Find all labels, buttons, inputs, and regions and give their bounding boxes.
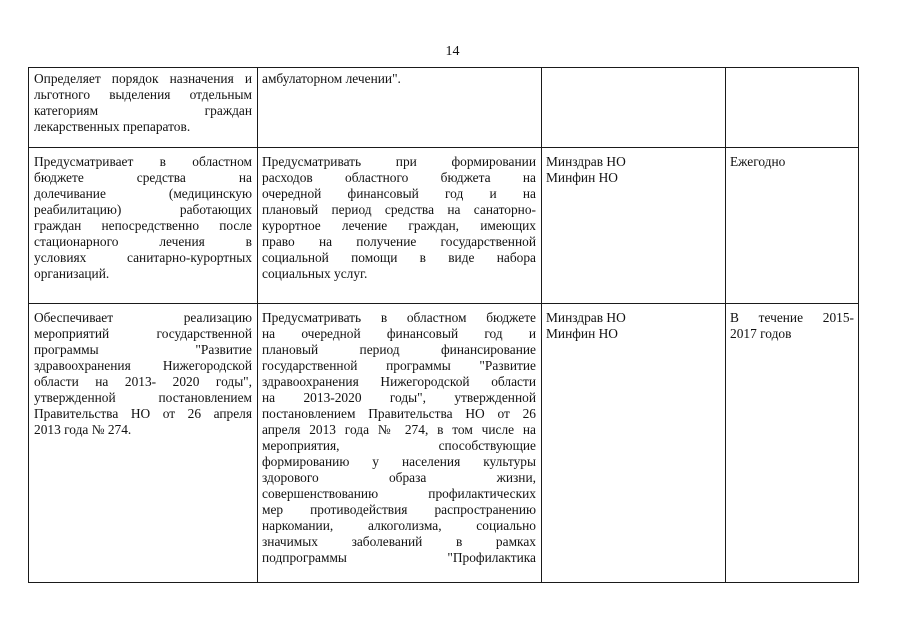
text-line: мероприятий государственной — [34, 326, 252, 341]
row3-term-cell — [730, 310, 854, 342]
text-line: здравоохранения Нижегородской — [34, 358, 252, 373]
column-divider — [725, 68, 726, 582]
row2-responsible-cell — [546, 154, 720, 186]
text-line: Предусматривать при формировании — [262, 154, 536, 169]
text-line: мер противодействия распространению — [262, 502, 536, 517]
text-line: плановый период средства на санаторно- — [262, 202, 536, 217]
text-line: Предусматривает в областном — [34, 154, 252, 169]
row2-term-cell — [730, 154, 854, 170]
text-line: значимых заболеваний в рамках — [262, 534, 536, 549]
text-line: социальных услуг. — [262, 266, 368, 281]
column-divider — [257, 68, 258, 582]
text-line: на очередной финансовый год и — [262, 326, 536, 341]
text-line: Правительства НО от 26 апреля — [34, 406, 252, 421]
text-line: бюджете средства на — [34, 170, 252, 185]
text-line: Минфин НО — [546, 170, 618, 185]
text-line: Минздрав НО — [546, 154, 626, 169]
row-divider — [29, 303, 858, 304]
page-number: 14 — [445, 44, 460, 59]
text-line: амбулаторном лечении". — [262, 71, 401, 86]
row3-action-cell — [262, 310, 536, 566]
text-line: очередной финансовый год и на — [262, 186, 536, 201]
text-line: В течение 2015- — [730, 310, 854, 325]
row3-measure-cell — [34, 310, 252, 438]
text-line: утвержденной постановлением — [34, 390, 252, 405]
text-line: льготного выделения отдельным — [34, 87, 252, 102]
row3-responsible-cell — [546, 310, 720, 342]
text-line: апреля 2013 года № 274, в том числе на — [262, 422, 536, 437]
text-line: право на получение государственной — [262, 234, 536, 249]
text-line: программы "Развитие — [34, 342, 252, 357]
row1-action-cell — [262, 71, 536, 87]
text-line: социальной помощи в виде набора — [262, 250, 536, 265]
text-line: курортное лечение граждан, имеющих — [262, 218, 536, 233]
text-line: мероприятия, способствующие — [262, 438, 536, 453]
row1-measure-cell — [34, 71, 252, 135]
text-line: реабилитацию) работающих — [34, 202, 252, 217]
text-line: условиях санитарно-курортных — [34, 250, 252, 265]
text-line: организаций. — [34, 266, 110, 281]
text-line: Минфин НО — [546, 326, 618, 341]
row2-measure-cell — [34, 154, 252, 282]
text-line: формированию у населения культуры — [262, 454, 536, 469]
text-line: граждан непосредственно после — [34, 218, 252, 233]
text-line: государственной программы "Развитие — [262, 358, 536, 373]
column-divider — [541, 68, 542, 582]
text-line: лекарственных препаратов. — [34, 119, 191, 134]
text-line: здорового образа жизни, — [262, 470, 536, 485]
row2-action-cell — [262, 154, 536, 282]
text-line: Минздрав НО — [546, 310, 626, 325]
text-line: подпрограммы "Профилактика — [262, 550, 536, 565]
row-divider — [29, 147, 858, 148]
text-line: области на 2013- 2020 годы", — [34, 374, 252, 389]
text-line: расходов областного бюджета на — [262, 170, 536, 185]
text-line: плановый период финансирование — [262, 342, 536, 357]
text-line: Ежегодно — [730, 154, 786, 169]
text-line: постановлением Правительства НО от 26 — [262, 406, 536, 421]
text-line: Обеспечивает реализацию — [34, 310, 252, 325]
text-line: наркомании, алкоголизма, социально — [262, 518, 536, 533]
text-line: 2013 года № 274. — [34, 422, 132, 437]
text-line: Предусматривать в областном бюджете — [262, 310, 536, 325]
text-line: 2017 годов — [730, 326, 792, 341]
measures-table — [28, 67, 859, 583]
text-line: стационарного лечения в — [34, 234, 252, 249]
text-line: категориям граждан — [34, 103, 252, 118]
text-line: Определяет порядок назначения и — [34, 71, 252, 86]
text-line: здравоохранения Нижегородской области — [262, 374, 536, 389]
text-line: совершенствованию профилактических — [262, 486, 536, 501]
text-line: долечивание (медицинскую — [34, 186, 252, 201]
text-line: на 2013-2020 годы", утвержденной — [262, 390, 536, 405]
